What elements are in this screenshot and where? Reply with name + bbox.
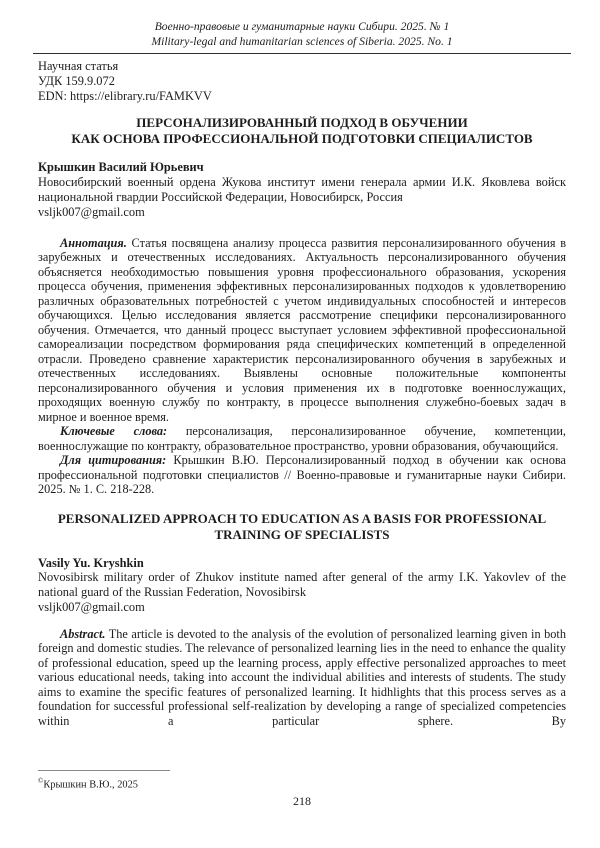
keywords-ru-text: персонализация, персонализированное обучение, компетенции, военнослужащие по контракту, образовательное пространство, уровни образования, обучающийся. (38, 424, 566, 453)
abstract-en-label: Abstract. (60, 626, 106, 641)
citation-label: Для цитирования: (60, 453, 167, 468)
abstract-ru (38, 236, 566, 425)
article-title-en-line2: TRAINING OF SPECIALISTS (214, 526, 390, 542)
article-type: Научная статья (38, 59, 119, 73)
journal-title-ru: Военно-правовые и гуманитарные науки Сибири. 2025. № 1 (154, 20, 450, 33)
author-email-ru: vsljk007@gmail.com (38, 204, 145, 219)
edn-link: EDN: https://elibrary.ru/FAMKVV (38, 88, 212, 103)
page-footer (38, 770, 566, 809)
citation-block (38, 453, 566, 497)
copyright-symbol: © (38, 777, 44, 785)
article-title-ru-line2: КАК ОСНОВА ПРОФЕССИОНАЛЬНОЙ ПОДГОТОВКИ СПЕЦИАЛИСТОВ (71, 131, 533, 147)
footnote-rule (38, 770, 170, 771)
article-meta (38, 59, 566, 103)
abstract-en (38, 627, 566, 729)
article-title-en (38, 511, 566, 543)
author-affiliation-ru: Новосибирский военный ордена Жукова институт имени генерала армии И.К. Яковлева войск национальной гвардии Российской Федерации, Новосибирск, Россия (38, 175, 566, 204)
abstract-en-text: The article is devoted to the analysis of the evolution of personalized learning given in both foreign and domestic studies. The relevance of personalized learning lies in the need to enhance the quality of professional education, speed up the learning process, apply effective personalized approaches to meet various educational needs, taking into account the individual abilities and interests of students. The study aims to examine the specific features of personalized learning. It hidhlights that this process serves as a foundation for successful professional self-realization by developing a range of specialized competencies within a particular sphere. By (38, 626, 566, 728)
page-number: 218 (293, 794, 311, 809)
author-affiliation-en: Novosibirsk military order of Zhukov institute named after general of the army I.K. Yakovlev of the national guard of the Russian Federation, Novosibirsk (38, 570, 566, 600)
article-title-en-line1: PERSONALIZED APPROACH TO EDUCATION AS A BASIS FOR PROFESSIONAL (57, 510, 547, 526)
author-block-ru (38, 160, 566, 219)
author-name-en: Vasily Yu. Kryshkin (38, 555, 144, 570)
citation-text: Крышкин В.Ю. Персонализированный подход в обучении как основа профессиональной подготовки специалистов // Военно-правовые и гуманитарные науки Сибири. 2025. № 1. С. 218-228. (38, 453, 567, 497)
abstract-ru-text: Статья посвящена анализу процесса развития персонализированного обучения в зарубежных и отечественных исследованиях. Актуальность персонализированного обучения объясняется необходимостью повышения уровня профессионального образования, ускорения процесса обучения, применения эффективных персонализированных подходов к удовлетворению различных образовательных потребностей с учетом индивидуальных способностей и интересов обучающихся. Целью исследования является рассмотрение специфики персонализированного обучения. Отмечается, что данный процесс выступает условием эффективной профессиональной самореализации посредством формирования ряда специфических компетенций в определенной отрасли. Проведено сравнение характеристик персонализированного обучения в зарубежных и отечественных исследованиях. Выявлены основные положительные компоненты персонализированного обучения и условия применения их в подготовке военнослужащих, проходящих военную службу по контракту, в процессе выполнения служебно-боевых задач в мирное и военное время. (38, 235, 566, 424)
header-rule (33, 53, 571, 54)
keywords-ru (38, 424, 566, 453)
running-head (38, 20, 566, 49)
author-email-en: vsljk007@gmail.com (38, 599, 145, 614)
copyright-line (38, 775, 566, 791)
udc-code: УДК 159.9.072 (38, 73, 115, 88)
keywords-ru-label: Ключевые слова: (60, 424, 168, 439)
journal-title-en: Military-legal and humanitarian sciences of Siberia. 2025. No. 1 (151, 34, 453, 48)
article-title-ru (38, 115, 566, 147)
abstract-ru-label: Аннотация. (60, 235, 127, 250)
author-name-ru: Крышкин Василий Юрьевич (38, 160, 204, 175)
copyright-text: Крышкин В.Ю., 2025 (43, 779, 138, 791)
article-title-ru-line1: ПЕРСОНАЛИЗИРОВАННЫЙ ПОДХОД В ОБУЧЕНИИ (136, 115, 468, 131)
author-block-en (38, 556, 566, 615)
